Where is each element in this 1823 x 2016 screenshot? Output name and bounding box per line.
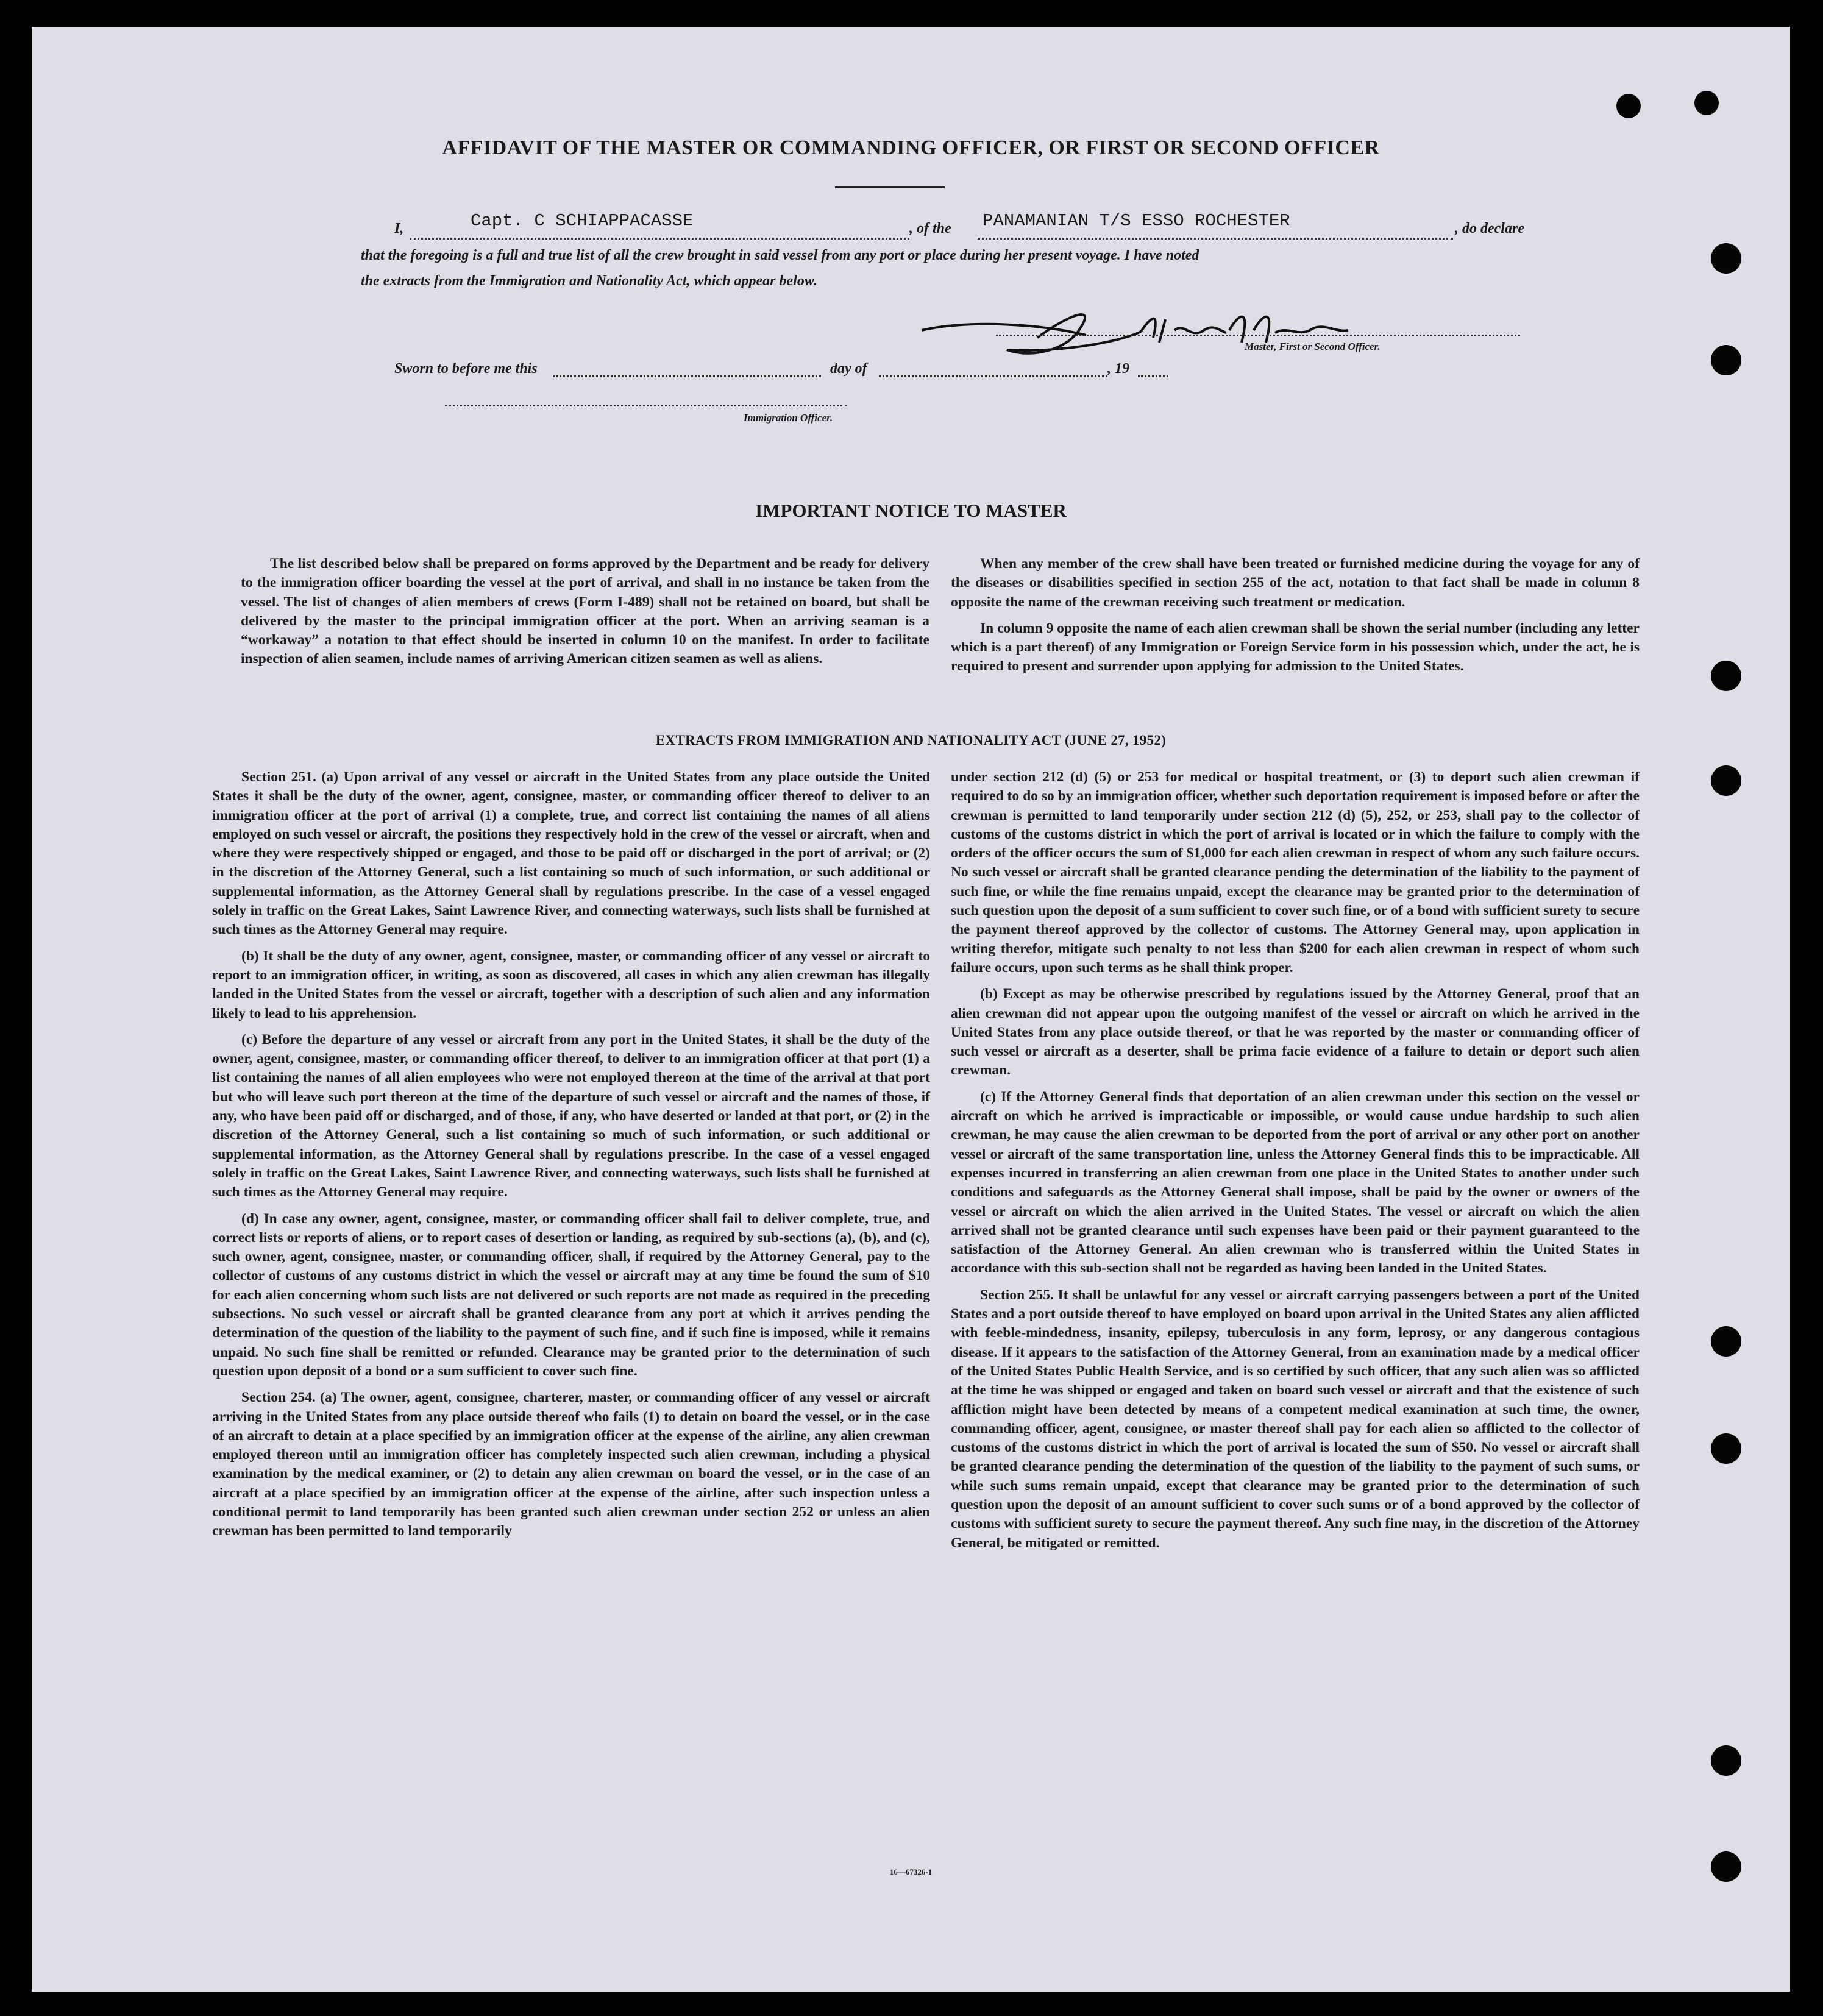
signature-underline (996, 335, 1520, 336)
of-the-label: , of the (909, 221, 951, 236)
officer-underline (445, 405, 847, 406)
document-page (32, 27, 1790, 1992)
section-251a: Section 251. (a) Upon arrival of any vessel or aircraft in the United States from any place outside the United States it shall be the duty of the owner, agent, consignee, master, or commanding officer thereof to deliver to an immigration officer at the port of arrival (1) a complete, true, and correct list containing the names of all aliens employed on such vessel or aircraft, the positions they respectively hold in the crew of the vessel or aircraft, when and where they were respectively shipped or engaged, and those to be paid off or discharged in the port of arrival; or (2) in the discretion of the Attorney General, such a list containing so much of such information, or such additional or supplemental information, as the Attorney General shall by regulations prescribe. In the case of a vessel engaged solely in traffic on the Great Lakes, Saint Lawrence River, and connecting waterways, such lists shall be furnished at such times as the Attorney General may require. (212, 769, 930, 938)
section-251d: (d) In case any owner, agent, consignee, master, or commanding officer shall fail to deliver complete, true, and correct lists or reports of aliens, or to report cases of desertion or landing, as required by sub-sections (a), (b), and (c), such owner, agent, consignee, master, or commanding officer, shall, if required by the Attorney General, pay to the collector of customs of any customs district in which the vessel or aircraft may at any time be found the sum of $10 for each alien concerning whom such lists are not delivered or such reports are not made as required in the preceding subsections. No such vessel or aircraft shall be granted clearance from any port at which it arrives pending the determination of the question of the liability to the payment of such fine, and if such fine is imposed, while it remains unpaid. No such fine shall be remitted or refunded. Clearance may be granted prior to the determination of such question upon deposit of a bond or a sum sufficient to cover such fine. (212, 1210, 930, 1379)
section-255: Section 255. It shall be unlawful for any vessel or aircraft carrying passengers between a port of the United States and a port outside thereof to have employed on board upon arrival in the United States any alien afflicted with feeble-mindedness, insanity, epilepsy, tuberculosis in any form, leprosy, or any dangerous contagious disease. If it appears to the satisfaction of the Attorney General, from an examination made by a medical officer of the United States Public Health Service, and is so certified by such officer, that any such alien was so afflicted at the time he was shipped or engaged and taken on board such vessel or aircraft and that the existence of such affliction might have been detected by means of a competent medical examination at such time, the owner, commanding officer, agent, consignee, or master thereof shall pay for each alien so afflicted to the collector of customs of the customs district in which the port of arrival is located the sum of $50. No vessel or aircraft shall be granted clearance pending the determination of the question of the liability to the payment of such sums, or while such sums remain unpaid, except that clearance may be granted prior to the determination of such question upon the deposit of an amount sufficient to cover such sums or of a bond approved by the collector of customs with sufficient surety to secure the payment thereof. Any such fine may, in the discretion of the Attorney General, be mitigated or remitted. (951, 1287, 1640, 1551)
punch-hole (1616, 94, 1641, 118)
notice-title: IMPORTANT NOTICE TO MASTER (755, 500, 1067, 521)
year-label: , 19 (1107, 361, 1129, 377)
punch-hole (1711, 1326, 1741, 1357)
section-251b: (b) It shall be the duty of any owner, agent, consignee, master, or commanding officer of any vessel or aircraft to report to an immigration officer, in writing, as soon as discovered, all cases in which any alien crewman has illegally landed in the United States from the vessel or aircraft, together with a description of such alien and any information likely to lead to his apprehension. (212, 948, 930, 1021)
section-254b: (b) Except as may be otherwise prescribed by regulations issued by the Attorney General, proof that an alien crewman did not appear upon the outgoing manifest of the vessel or aircraft on which he arrived in the United States from any place outside thereof, or that he was reported by the master or commanding officer of such vessel or aircraft as a deserter, shall be prima facie evidence of a failure to detain or deport such alien crewman. (951, 986, 1640, 1079)
notice-right-paragraph-2: In column 9 opposite the name of each alien crewman shall be shown the serial number (including any letter which is a part thereof) of any Immigration or Foreign Service form in his possession which, under the act, he is required to present and surrender upon applying for admission to the United States. (951, 620, 1640, 675)
notice-left-paragraph: The list described below shall be prepared on forms approved by the Department and be ready for delivery to the immigration officer boarding the vessel at the port of arrival, and shall in no instance be taken from the vessel. The list of changes of alien members of crews (Form I-489) shall not be retained on board, but shall be delivered by the master to the principal immigration officer at the port. When an arriving seaman is a “workaway” a notation to that effect should be inserted in column 10 on the manifest. In order to facilitate inspection of alien seamen, include names of arriving American citizen seamen as well as aliens. (241, 556, 929, 667)
notice-left-column (241, 555, 929, 676)
statement-line-1: that the foregoing is a full and true list of all the crew brought in said vessel from any port or place during her present voyage. I have noted (361, 247, 1199, 263)
vessel-name-field[interactable]: PANAMANIAN T/S ESSO ROCHESTER (983, 211, 1290, 231)
day-of-label: day of (830, 361, 867, 377)
extracts-title: EXTRACTS FROM IMMIGRATION AND NATIONALITY ACT (JUNE 27, 1952) (655, 733, 1167, 748)
vessel-underline (978, 238, 1453, 240)
sworn-date-underline (553, 375, 821, 377)
officer-label: Immigration Officer. (744, 412, 833, 424)
signature-label: Master, First or Second Officer. (1245, 341, 1381, 352)
do-declare-label: , do declare (1455, 221, 1524, 236)
year-underline (1138, 375, 1168, 377)
form-number: 16—67326-1 (889, 1867, 933, 1876)
section-251c: (c) Before the departure of any vessel or aircraft from any port in the United States, it shall be the duty of the owner, agent, consignee, master, or commanding officer thereof, to deliver to an immigration officer at that port (1) a list containing the names of all alien employees who were not employed thereon at the time of the arrival at that port but who will leave such port thereon at the time of the departure of such vessel or aircraft and the names of those, if any, who have been paid off or discharged, and of those, if any, who have deserted or landed at that port, or (2) in the discretion of the Attorney General, such a list containing so much of such information, or such additional or supplemental information, as the Attorney General shall by regulations prescribe. In the case of a vessel engaged solely in traffic on the Great Lakes, Saint Lawrence River, and connecting waterways, such lists shall be furnished at such times as the Attorney General may require. (212, 1031, 930, 1201)
extracts-left-column (212, 768, 930, 1549)
notice-right-paragraph-1: When any member of the crew shall have been treated or furnished medicine during the voyage for any of the diseases or disabilities specified in section 255 of the act, notation to that fact shall be made in column 8 opposite the name of the crewman receiving such treatment or medication. (951, 556, 1640, 610)
punch-hole (1711, 1745, 1741, 1776)
section-254a-continued: under section 212 (d) (5) or 253 for medical or hospital treatment, or (3) to deport such alien crewman if required to do so by an immigration officer, whether such deportation requirement is imposed before or after the crewman is permitted to land temporarily under section 212 (d) (5), 252, or 253, shall pay to the collector of customs of the customs district in which the port of arrival is located or in which the failure to comply with the orders of the officer occurs the sum of $1,000 for each alien crewman in respect of whom any such failure occurs. No such vessel or aircraft shall be granted clearance pending the determination of the liability to the payment of such fine, or while the fine remains unpaid, except the clearance may be granted prior to the determination of such question upon the deposit of a sum sufficient to cover such fine, or of a bond with sufficient surety to secure the payment thereof approved by the collector of customs. The Attorney General may, upon application in writing therefor, mitigate such penalty to not less than $200 for each alien crewman in respect of whom such failure occurs, upon such terms as he shall think proper. (951, 769, 1640, 976)
punch-hole (1711, 1433, 1741, 1464)
punch-hole (1711, 765, 1741, 796)
master-name-field[interactable]: Capt. C SCHIAPPACASSE (471, 211, 694, 231)
punch-hole (1711, 243, 1741, 274)
master-signature (897, 295, 1385, 368)
notice-right-column (951, 555, 1640, 684)
i-label: I, (394, 221, 404, 236)
punch-hole (1711, 661, 1741, 691)
month-underline (879, 375, 1107, 377)
punch-hole (1711, 345, 1741, 375)
statement-line-2: the extracts from the Immigration and Nationality Act, which appear below. (361, 273, 817, 289)
section-254a: Section 254. (a) The owner, agent, consignee, charterer, master, or commanding officer of any vessel or aircraft arriving in the United States from any place outside thereof who fails (1) to detain on board the vessel, or in the case of an aircraft to detain at a place specified by an immigration officer at the expense of the airline, any alien crewman employed thereon until an immigration officer has completely inspected such alien crewman, including a physical examination by the medical examiner, or (2) to detain any alien crewman on board the vessel, or in the case of an aircraft at a place specified by an immigration officer at the expense of the airline, after such inspection unless a conditional permit to land temporarily has been granted such alien crewman under section 252 or unless an alien crewman has been permitted to land temporarily (212, 1390, 930, 1539)
punch-hole (1711, 1851, 1741, 1882)
extracts-right-column (951, 768, 1640, 1560)
punch-hole (1694, 91, 1719, 115)
name-underline (410, 238, 909, 240)
section-254c: (c) If the Attorney General finds that deportation of an alien crewman under this section on the vessel or aircraft on which he arrived is impracticable or impossible, or would cause undue hardship to such alien crewman, he may cause the alien crewman to be deported from the port of arrival or any other port on another vessel or aircraft of the same transportation line, unless the Attorney General finds this to be impracticable. All expenses incurred in transferring an alien crewman from one place in the United States to another under such conditions and safeguards as the Attorney General shall impose, shall be paid by the owner or owners of the vessel or aircraft on which the alien arrived in the United States. The vessel or aircraft on which the alien arrived shall not be granted clearance until such expenses have been paid or their payment guaranteed to the satisfaction of the Attorney General. An alien crewman who is transferred within the United States in accordance with this sub-section shall not be regarded as having been landed in the United States. (951, 1088, 1640, 1277)
affidavit-title: AFFIDAVIT OF THE MASTER OR COMMANDING OFFICER, OR FIRST OR SECOND OFFICER (442, 137, 1380, 159)
sworn-label: Sworn to before me this (394, 361, 538, 377)
title-divider (835, 186, 945, 188)
